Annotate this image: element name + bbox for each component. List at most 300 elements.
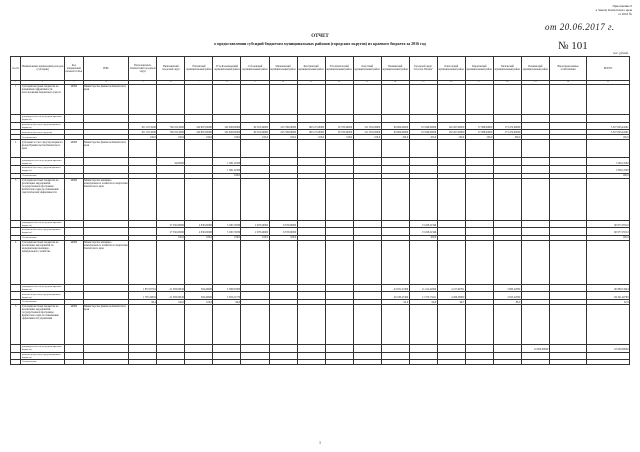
- value-cell: [381, 360, 409, 365]
- value-cell: 100,0: [587, 173, 630, 178]
- value-cell: 100,0: [157, 235, 185, 240]
- column-header: Быстринский муниципальный район: [297, 57, 325, 81]
- value-cell: 100,0: [437, 135, 465, 140]
- value-cell: [129, 360, 157, 365]
- column-header: Усть-Камчатский муниципальный район: [325, 57, 353, 81]
- column-index: 17: [465, 80, 493, 85]
- empty-cell: [297, 304, 325, 344]
- empty-cell: [185, 240, 213, 284]
- empty-cell: [11, 220, 21, 228]
- value-cell: [241, 158, 269, 166]
- empty-cell: [11, 122, 21, 130]
- stamp-date: от 20.06.2017 г.: [545, 22, 615, 32]
- column-header: Пенжинский муниципальный район: [381, 57, 409, 81]
- value-cell: 172 948,00000: [409, 122, 437, 130]
- value-cell: 60 318,40000: [241, 122, 269, 130]
- value-cell: [325, 352, 353, 360]
- value-cell: [353, 344, 381, 352]
- value-cell: [437, 228, 465, 236]
- empty-cell: [64, 228, 83, 236]
- value-cell: 43 931,27400: [381, 284, 409, 292]
- column-index: 14: [381, 80, 409, 85]
- empty-cell: [587, 240, 630, 284]
- value-cell: [465, 360, 493, 365]
- row-label: исполнено (по счету средств краевого бюджета): [21, 122, 65, 130]
- report-table: [10, 56, 630, 365]
- value-cell: [437, 344, 465, 352]
- value-cell: [437, 360, 465, 365]
- value-cell: [549, 228, 586, 236]
- value-cell: [129, 228, 157, 236]
- value-cell: 5 180,72930: [213, 228, 241, 236]
- value-cell: [409, 352, 437, 360]
- value-cell: 1 506,12500: [213, 158, 241, 166]
- value-cell: 240 987,00000: [185, 130, 213, 135]
- value-cell: 10 000,00000: [521, 344, 549, 352]
- value-cell: [269, 165, 297, 173]
- row-label: утверждено (по счету средств краевого бюджета): [21, 284, 65, 292]
- value-cell: [493, 220, 521, 228]
- value-cell: [241, 292, 269, 300]
- empty-cell: [129, 304, 157, 344]
- value-cell: 102 828,00000: [213, 122, 241, 130]
- empty-cell: [521, 178, 549, 220]
- column-index: 19: [521, 80, 549, 85]
- empty-cell: [587, 85, 630, 115]
- empty-cell: [185, 85, 213, 115]
- empty-cell: [297, 85, 325, 115]
- table-row: [11, 228, 630, 236]
- column-header: Нераспределенные ассигнования: [549, 57, 586, 81]
- value-cell: [465, 292, 493, 300]
- value-cell: [549, 220, 586, 228]
- value-cell: 2 308,97000: [213, 284, 241, 292]
- empty-cell: [493, 85, 521, 115]
- value-cell: [465, 158, 493, 166]
- value-cell: 240 987,00000: [185, 122, 213, 130]
- empty-cell: [83, 158, 129, 166]
- value-cell: [129, 352, 157, 360]
- table-row: [11, 158, 630, 166]
- value-cell: 99,8: [213, 299, 241, 304]
- value-cell: [549, 122, 586, 130]
- value-cell: [185, 360, 213, 365]
- value-cell: 172 948,00000: [409, 130, 437, 135]
- value-cell: [521, 122, 549, 130]
- column-header: Мильковский муниципальный район: [269, 57, 297, 81]
- value-cell: [185, 344, 213, 352]
- empty-cell: [381, 240, 409, 284]
- value-cell: [325, 228, 353, 236]
- value-cell: 11 412,42000: [409, 284, 437, 292]
- value-cell: 100,0: [465, 135, 493, 140]
- section-name: Субсидии за счет средств резервного фонда Правительства Камчатского края: [21, 140, 65, 158]
- value-cell: [297, 115, 325, 123]
- value-cell: 760 031,0000: [157, 130, 185, 135]
- empty-cell: [493, 178, 521, 220]
- value-cell: 2 625,22000: [493, 292, 521, 300]
- row-label: исполнено (по счету средств краевого бюджета): [21, 228, 65, 236]
- value-cell: 50 578,40000: [325, 130, 353, 135]
- empty-cell: [549, 304, 586, 344]
- value-cell: [521, 228, 549, 236]
- value-cell: 92,0: [381, 299, 409, 304]
- value-cell: [325, 158, 353, 166]
- value-cell: [213, 344, 241, 352]
- empty-cell: [129, 178, 157, 220]
- value-cell: 160 127,00000: [297, 122, 325, 130]
- empty-cell: [213, 240, 241, 284]
- value-cell: 100,0: [353, 135, 381, 140]
- empty-cell: [465, 304, 493, 344]
- column-index: 11: [297, 80, 325, 85]
- value-cell: 1 506,12500: [587, 158, 630, 166]
- value-cell: 102 828,00000: [213, 130, 241, 135]
- empty-cell: [11, 165, 21, 173]
- value-cell: [269, 360, 297, 365]
- empty-cell: [185, 178, 213, 220]
- value-cell: 6 378,00000: [269, 228, 297, 236]
- value-cell: 100,0: [493, 135, 521, 140]
- value-cell: [409, 158, 437, 166]
- value-cell: [213, 352, 241, 360]
- column-header: Вилючинский городской округ: [157, 57, 185, 81]
- empty-cell: [465, 85, 493, 115]
- empty-cell: [64, 158, 83, 166]
- value-cell: [493, 344, 521, 352]
- empty-cell: [297, 140, 325, 158]
- row-label: % исполнения: [21, 299, 65, 304]
- empty-cell: [353, 304, 381, 344]
- value-cell: [437, 352, 465, 360]
- value-cell: 21 383,00610: [157, 284, 185, 292]
- value-cell: 1 506,12500: [587, 165, 630, 173]
- value-cell: 911 167,0200: [129, 130, 157, 135]
- value-cell: [465, 228, 493, 236]
- value-cell: [185, 115, 213, 123]
- value-cell: [437, 165, 465, 173]
- column-index: 4: [83, 80, 129, 85]
- value-cell: 4 217,60761: [437, 284, 465, 292]
- empty-cell: [241, 85, 269, 115]
- value-cell: [521, 360, 549, 365]
- value-cell: 100,0: [325, 135, 353, 140]
- empty-cell: [83, 165, 129, 173]
- row-label: % исполнения: [21, 135, 65, 140]
- row-label: утверждено (по счету средств краевого бюджета): [21, 220, 65, 228]
- empty-cell: [213, 85, 241, 115]
- empty-cell: [521, 240, 549, 284]
- value-cell: 50 578,40000: [325, 122, 353, 130]
- empty-cell: [11, 284, 21, 292]
- empty-cell: [11, 292, 21, 300]
- value-cell: [241, 360, 269, 365]
- value-cell: [493, 115, 521, 123]
- empty-cell: [11, 352, 21, 360]
- column-index: 20: [549, 80, 586, 85]
- empty-cell: [241, 304, 269, 344]
- empty-cell: [325, 178, 353, 220]
- empty-cell: [83, 344, 129, 352]
- column-header: Наименование направления расходов (субсидии): [21, 57, 65, 81]
- value-cell: [297, 158, 325, 166]
- row-label: исполнено (по счету средств краевого бюджета): [21, 165, 65, 173]
- value-cell: [297, 352, 325, 360]
- empty-cell: [11, 158, 21, 166]
- row-label: утверждено (по счету средств краевого бюджета): [21, 115, 65, 123]
- value-cell: [549, 292, 586, 300]
- value-cell: [129, 344, 157, 352]
- value-cell: [185, 165, 213, 173]
- section-row: [11, 85, 630, 115]
- value-cell: 173 472,00000: [493, 122, 521, 130]
- empty-cell: [213, 304, 241, 344]
- value-cell: 760 031,0000: [157, 122, 185, 130]
- empty-cell: [157, 85, 185, 115]
- empty-cell: [64, 165, 83, 173]
- value-cell: 100,0: [213, 235, 241, 240]
- value-cell: [549, 352, 586, 360]
- value-cell: [297, 228, 325, 236]
- value-cell: 60 964,00000: [381, 122, 409, 130]
- value-cell: [213, 115, 241, 123]
- page-number: 1: [319, 440, 321, 445]
- value-cell: [297, 360, 325, 365]
- value-cell: [325, 284, 353, 292]
- empty-cell: [83, 228, 129, 236]
- value-cell: [353, 165, 381, 173]
- column-header: № п/п: [11, 57, 21, 81]
- empty-cell: [83, 352, 129, 360]
- value-cell: 4 830,00000: [185, 220, 213, 228]
- corner-line-3: от 2016 №: [618, 12, 632, 16]
- value-cell: [129, 220, 157, 228]
- value-cell: 21 383,00610: [157, 292, 185, 300]
- row-label: % исполнения: [21, 173, 65, 178]
- table-row: [11, 352, 630, 360]
- empty-cell: [493, 304, 521, 344]
- value-cell: 100,0: [157, 135, 185, 140]
- value-cell: 99,7: [437, 299, 465, 304]
- empty-cell: [11, 115, 21, 123]
- section-grbs: Министерство жилищно-коммунального хозяйства и энергетики Камчатского края: [83, 178, 129, 220]
- value-cell: 1 787,24631: [129, 292, 157, 300]
- column-header: Карагинский муниципальный район: [465, 57, 493, 81]
- value-cell: [353, 284, 381, 292]
- value-cell: 88,0: [493, 299, 521, 304]
- value-cell: 100,0: [213, 135, 241, 140]
- section-name: Субсидии местным бюджетам на реализацию мероприятий государственной программы Камчатского края по повышению энергетической эффективности: [21, 178, 65, 220]
- value-cell: 2 978,40000: [241, 220, 269, 228]
- section-grbs: Министерство жилищно-коммунального хозяйства и энергетики Камчатского края: [83, 240, 129, 284]
- empty-cell: [549, 140, 586, 158]
- empty-cell: [11, 344, 21, 352]
- empty-cell: [269, 85, 297, 115]
- empty-cell: [213, 178, 241, 220]
- empty-cell: [157, 178, 185, 220]
- column-index: 8: [213, 80, 241, 85]
- value-cell: 57 088,00000: [465, 130, 493, 135]
- empty-cell: [213, 140, 241, 158]
- value-cell: [269, 284, 297, 292]
- value-cell: [297, 284, 325, 292]
- empty-cell: [549, 85, 586, 115]
- value-cell: [465, 352, 493, 360]
- value-cell: [297, 165, 325, 173]
- value-cell: [549, 360, 586, 365]
- value-cell: 100,0: [185, 299, 213, 304]
- empty-cell: [11, 360, 21, 365]
- value-cell: [493, 360, 521, 365]
- empty-cell: [83, 115, 129, 123]
- value-cell: 96,2: [129, 299, 157, 304]
- value-cell: [157, 360, 185, 365]
- empty-cell: [269, 178, 297, 220]
- value-cell: 5 180,72930: [213, 220, 241, 228]
- table-row: [11, 344, 630, 352]
- value-cell: [465, 220, 493, 228]
- value-cell: [465, 344, 493, 352]
- value-cell: [325, 292, 353, 300]
- column-index: 2: [21, 80, 65, 85]
- value-cell: [213, 360, 241, 365]
- value-cell: [129, 115, 157, 123]
- section-no: 2: [11, 140, 21, 158]
- section-grbs: Министерство финансов Камчатского края: [83, 304, 129, 344]
- empty-cell: [325, 240, 353, 284]
- empty-cell: [185, 304, 213, 344]
- column-header: Городской округ "поселок Палана": [409, 57, 437, 81]
- value-cell: [325, 165, 353, 173]
- empty-cell: [587, 304, 630, 344]
- value-cell: [409, 360, 437, 365]
- value-cell: 100,0: [587, 135, 630, 140]
- table-row: [11, 292, 630, 300]
- empty-cell: [64, 292, 83, 300]
- value-cell: 100,0: [185, 135, 213, 140]
- table-row: [11, 220, 630, 228]
- value-cell: 3 327 645,44261: [587, 130, 630, 135]
- empty-cell: [241, 140, 269, 158]
- value-cell: [521, 115, 549, 123]
- empty-cell: [587, 140, 630, 158]
- value-cell: [129, 158, 157, 166]
- corner-line-2: к Закону Камчатского края: [595, 8, 632, 12]
- corner-annotation: [552, 4, 632, 16]
- value-cell: [437, 220, 465, 228]
- value-cell: [587, 352, 630, 360]
- value-cell: 100,0: [213, 173, 241, 178]
- column-index: 13: [353, 80, 381, 85]
- value-cell: 102 267,00000: [437, 122, 465, 130]
- empty-cell: [409, 240, 437, 284]
- value-cell: 211 931,00000: [353, 122, 381, 130]
- value-cell: 27 350,00000: [157, 220, 185, 228]
- empty-cell: [493, 240, 521, 284]
- empty-cell: [381, 178, 409, 220]
- column-header: ГРБС: [83, 57, 129, 81]
- column-index: 5: [129, 80, 157, 85]
- section-name: Субсидии местным бюджетам на повышение эффективности использования бюджетных средств: [21, 85, 65, 115]
- section-code: 40060: [64, 304, 83, 344]
- value-cell: 100,0: [409, 235, 437, 240]
- value-cell: [521, 284, 549, 292]
- section-code: 40060: [64, 178, 83, 220]
- value-cell: [157, 115, 185, 123]
- value-cell: [465, 165, 493, 173]
- report-subtitle: о предоставлении субсидий бюджетам муниципальных районов (городских округов) из краевого бюджета за 2016 год: [214, 41, 426, 46]
- value-cell: [241, 344, 269, 352]
- value-cell: [185, 352, 213, 360]
- row-label: исполнено (по счету средств краевого бюджета): [21, 352, 65, 360]
- value-cell: [549, 344, 586, 352]
- empty-cell: [353, 178, 381, 220]
- empty-cell: [83, 220, 129, 228]
- value-cell: [521, 292, 549, 300]
- table-row: [11, 115, 630, 123]
- empty-cell: [297, 178, 325, 220]
- empty-cell: [64, 115, 83, 123]
- column-header: Петропавловск-Камчатский городской округ: [129, 57, 157, 81]
- value-cell: 57 088,00000: [465, 122, 493, 130]
- empty-cell: [64, 284, 83, 292]
- value-cell: 102 267,00000: [437, 130, 465, 135]
- empty-cell: [409, 304, 437, 344]
- value-cell: 1 506,12500: [213, 165, 241, 173]
- value-cell: [325, 360, 353, 365]
- value-cell: 27 350,00000: [157, 228, 185, 236]
- empty-cell: [297, 240, 325, 284]
- value-cell: [409, 165, 437, 173]
- section-no: 5: [11, 304, 21, 344]
- value-cell: 3 327 645,44261: [587, 122, 630, 130]
- empty-cell: [409, 178, 437, 220]
- value-cell: [157, 352, 185, 360]
- value-cell: [381, 165, 409, 173]
- empty-cell: [353, 85, 381, 115]
- value-cell: [381, 158, 409, 166]
- empty-cell: [157, 240, 185, 284]
- value-cell: [381, 344, 409, 352]
- value-cell: [185, 158, 213, 166]
- table-row: [11, 122, 630, 130]
- column-header: Олюторский муниципальный район: [437, 57, 465, 81]
- value-cell: [381, 220, 409, 228]
- value-cell: 11 372,73411: [409, 292, 437, 300]
- empty-cell: [521, 85, 549, 115]
- section-code: 40080: [64, 140, 83, 158]
- empty-cell: [437, 240, 465, 284]
- value-cell: [269, 352, 297, 360]
- column-index: 16: [437, 80, 465, 85]
- value-cell: [549, 115, 586, 123]
- value-cell: [325, 344, 353, 352]
- value-cell: [297, 344, 325, 352]
- value-cell: 92,8: [587, 299, 630, 304]
- value-cell: 100,0: [381, 135, 409, 140]
- empty-cell: [465, 140, 493, 158]
- value-cell: [493, 165, 521, 173]
- empty-cell: [241, 240, 269, 284]
- value-cell: 100,0: [297, 135, 325, 140]
- empty-cell: [521, 304, 549, 344]
- row-label: % исполнения: [21, 360, 65, 365]
- empty-cell: [409, 85, 437, 115]
- value-cell: [297, 292, 325, 300]
- empty-cell: [521, 140, 549, 158]
- empty-cell: [465, 178, 493, 220]
- empty-cell: [381, 304, 409, 344]
